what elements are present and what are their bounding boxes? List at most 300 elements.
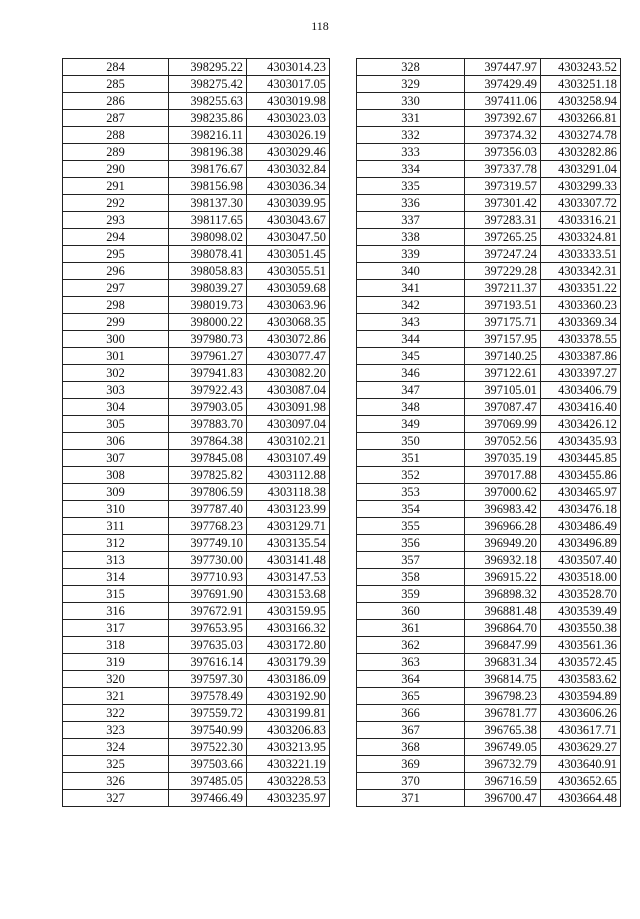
table-row bbox=[63, 382, 330, 399]
y-coordinate-cell: 4303029.46 bbox=[247, 144, 330, 161]
point-number-cell: 360 bbox=[357, 603, 465, 620]
table-row bbox=[357, 331, 621, 348]
table-row bbox=[357, 229, 621, 246]
point-number-cell: 290 bbox=[63, 161, 169, 178]
x-coordinate-cell: 397374.32 bbox=[465, 127, 541, 144]
point-number-cell: 297 bbox=[63, 280, 169, 297]
table-row bbox=[63, 586, 330, 603]
y-coordinate-cell: 4303455.86 bbox=[541, 467, 621, 484]
y-coordinate-cell: 4303077.47 bbox=[247, 348, 330, 365]
y-coordinate-cell: 4303640.91 bbox=[541, 756, 621, 773]
table-row bbox=[63, 365, 330, 382]
x-coordinate-cell: 396881.48 bbox=[465, 603, 541, 620]
point-number-cell: 370 bbox=[357, 773, 465, 790]
y-coordinate-cell: 4303652.65 bbox=[541, 773, 621, 790]
table-row bbox=[357, 416, 621, 433]
table-row bbox=[357, 212, 621, 229]
y-coordinate-cell: 4303316.21 bbox=[541, 212, 621, 229]
y-coordinate-cell: 4303387.86 bbox=[541, 348, 621, 365]
table-row bbox=[357, 399, 621, 416]
x-coordinate-cell: 396814.75 bbox=[465, 671, 541, 688]
x-coordinate-cell: 397653.95 bbox=[169, 620, 247, 637]
point-number-cell: 318 bbox=[63, 637, 169, 654]
table-row bbox=[63, 59, 330, 76]
y-coordinate-cell: 4303435.93 bbox=[541, 433, 621, 450]
x-coordinate-cell: 397768.23 bbox=[169, 518, 247, 535]
x-coordinate-cell: 398117.65 bbox=[169, 212, 247, 229]
table-row bbox=[357, 263, 621, 280]
point-number-cell: 352 bbox=[357, 467, 465, 484]
table-row bbox=[63, 467, 330, 484]
x-coordinate-cell: 396983.42 bbox=[465, 501, 541, 518]
point-number-cell: 291 bbox=[63, 178, 169, 195]
x-coordinate-cell: 397922.43 bbox=[169, 382, 247, 399]
point-number-cell: 334 bbox=[357, 161, 465, 178]
point-number-cell: 312 bbox=[63, 535, 169, 552]
table-row bbox=[63, 756, 330, 773]
table-row bbox=[63, 212, 330, 229]
y-coordinate-cell: 4303307.72 bbox=[541, 195, 621, 212]
x-coordinate-cell: 398000.22 bbox=[169, 314, 247, 331]
table-row bbox=[63, 161, 330, 178]
y-coordinate-cell: 4303199.81 bbox=[247, 705, 330, 722]
x-coordinate-cell: 397087.47 bbox=[465, 399, 541, 416]
table-row bbox=[357, 603, 621, 620]
table-row bbox=[357, 467, 621, 484]
table-row bbox=[63, 518, 330, 535]
y-coordinate-cell: 4303324.81 bbox=[541, 229, 621, 246]
x-coordinate-cell: 397503.66 bbox=[169, 756, 247, 773]
table-row bbox=[357, 144, 621, 161]
x-coordinate-cell: 397283.31 bbox=[465, 212, 541, 229]
table-row bbox=[63, 127, 330, 144]
table-row bbox=[357, 246, 621, 263]
y-coordinate-cell: 4303026.19 bbox=[247, 127, 330, 144]
y-coordinate-cell: 4303583.62 bbox=[541, 671, 621, 688]
x-coordinate-cell: 396847.99 bbox=[465, 637, 541, 654]
x-coordinate-cell: 397903.05 bbox=[169, 399, 247, 416]
point-number-cell: 353 bbox=[357, 484, 465, 501]
x-coordinate-cell: 397429.49 bbox=[465, 76, 541, 93]
x-coordinate-cell: 396716.59 bbox=[465, 773, 541, 790]
x-coordinate-cell: 397157.95 bbox=[465, 331, 541, 348]
point-number-cell: 319 bbox=[63, 654, 169, 671]
x-coordinate-cell: 397319.57 bbox=[465, 178, 541, 195]
table-row bbox=[63, 297, 330, 314]
y-coordinate-cell: 4303397.27 bbox=[541, 365, 621, 382]
point-number-cell: 335 bbox=[357, 178, 465, 195]
point-number-cell: 313 bbox=[63, 552, 169, 569]
point-number-cell: 339 bbox=[357, 246, 465, 263]
point-number-cell: 364 bbox=[357, 671, 465, 688]
y-coordinate-cell: 4303518.00 bbox=[541, 569, 621, 586]
point-number-cell: 305 bbox=[63, 416, 169, 433]
point-number-cell: 289 bbox=[63, 144, 169, 161]
x-coordinate-cell: 397301.42 bbox=[465, 195, 541, 212]
x-coordinate-cell: 397411.06 bbox=[465, 93, 541, 110]
table-row bbox=[357, 790, 621, 807]
table-row bbox=[63, 331, 330, 348]
table-row bbox=[357, 620, 621, 637]
point-number-cell: 347 bbox=[357, 382, 465, 399]
y-coordinate-cell: 4303186.09 bbox=[247, 671, 330, 688]
x-coordinate-cell: 396949.20 bbox=[465, 535, 541, 552]
y-coordinate-cell: 4303378.55 bbox=[541, 331, 621, 348]
point-number-cell: 325 bbox=[63, 756, 169, 773]
table-row bbox=[357, 705, 621, 722]
x-coordinate-cell: 397522.30 bbox=[169, 739, 247, 756]
point-number-cell: 306 bbox=[63, 433, 169, 450]
point-number-cell: 346 bbox=[357, 365, 465, 382]
point-number-cell: 303 bbox=[63, 382, 169, 399]
x-coordinate-cell: 397017.88 bbox=[465, 467, 541, 484]
table-row bbox=[357, 773, 621, 790]
point-number-cell: 326 bbox=[63, 773, 169, 790]
x-coordinate-cell: 397247.24 bbox=[465, 246, 541, 263]
table-row bbox=[63, 280, 330, 297]
point-number-cell: 337 bbox=[357, 212, 465, 229]
y-coordinate-cell: 4303465.97 bbox=[541, 484, 621, 501]
x-coordinate-cell: 398196.38 bbox=[169, 144, 247, 161]
point-number-cell: 341 bbox=[357, 280, 465, 297]
y-coordinate-cell: 4303039.95 bbox=[247, 195, 330, 212]
y-coordinate-cell: 4303561.36 bbox=[541, 637, 621, 654]
y-coordinate-cell: 4303153.68 bbox=[247, 586, 330, 603]
y-coordinate-cell: 4303192.90 bbox=[247, 688, 330, 705]
x-coordinate-cell: 397122.61 bbox=[465, 365, 541, 382]
x-coordinate-cell: 397691.90 bbox=[169, 586, 247, 603]
x-coordinate-cell: 397211.37 bbox=[465, 280, 541, 297]
x-coordinate-cell: 397710.93 bbox=[169, 569, 247, 586]
table-row bbox=[357, 484, 621, 501]
x-coordinate-cell: 397392.67 bbox=[465, 110, 541, 127]
point-number-cell: 288 bbox=[63, 127, 169, 144]
point-number-cell: 361 bbox=[357, 620, 465, 637]
y-coordinate-cell: 4303159.95 bbox=[247, 603, 330, 620]
table-row bbox=[357, 518, 621, 535]
point-number-cell: 298 bbox=[63, 297, 169, 314]
y-coordinate-cell: 4303266.81 bbox=[541, 110, 621, 127]
table-row bbox=[63, 535, 330, 552]
page-number: 118 bbox=[311, 19, 329, 33]
point-number-cell: 286 bbox=[63, 93, 169, 110]
x-coordinate-cell: 398275.42 bbox=[169, 76, 247, 93]
point-number-cell: 295 bbox=[63, 246, 169, 263]
table-row bbox=[63, 654, 330, 671]
table-row bbox=[357, 654, 621, 671]
table-row bbox=[63, 603, 330, 620]
point-number-cell: 359 bbox=[357, 586, 465, 603]
point-number-cell: 321 bbox=[63, 688, 169, 705]
y-coordinate-cell: 4303342.31 bbox=[541, 263, 621, 280]
table-row bbox=[357, 535, 621, 552]
x-coordinate-cell: 397941.83 bbox=[169, 365, 247, 382]
y-coordinate-cell: 4303068.35 bbox=[247, 314, 330, 331]
point-number-cell: 316 bbox=[63, 603, 169, 620]
point-number-cell: 350 bbox=[357, 433, 465, 450]
x-coordinate-cell: 398058.83 bbox=[169, 263, 247, 280]
point-number-cell: 323 bbox=[63, 722, 169, 739]
x-coordinate-cell: 397447.97 bbox=[465, 59, 541, 76]
x-coordinate-cell: 397069.99 bbox=[465, 416, 541, 433]
table-row bbox=[357, 110, 621, 127]
y-coordinate-cell: 4303059.68 bbox=[247, 280, 330, 297]
point-number-cell: 332 bbox=[357, 127, 465, 144]
y-coordinate-cell: 4303102.21 bbox=[247, 433, 330, 450]
table-row bbox=[357, 127, 621, 144]
point-number-cell: 299 bbox=[63, 314, 169, 331]
table-row bbox=[357, 314, 621, 331]
y-coordinate-cell: 4303141.48 bbox=[247, 552, 330, 569]
point-number-cell: 304 bbox=[63, 399, 169, 416]
x-coordinate-cell: 398295.22 bbox=[169, 59, 247, 76]
y-coordinate-cell: 4303118.38 bbox=[247, 484, 330, 501]
point-number-cell: 343 bbox=[357, 314, 465, 331]
x-coordinate-cell: 397730.00 bbox=[169, 552, 247, 569]
y-coordinate-cell: 4303091.98 bbox=[247, 399, 330, 416]
point-number-cell: 300 bbox=[63, 331, 169, 348]
table-row bbox=[357, 178, 621, 195]
point-number-cell: 355 bbox=[357, 518, 465, 535]
x-coordinate-cell: 397980.73 bbox=[169, 331, 247, 348]
y-coordinate-cell: 4303063.96 bbox=[247, 297, 330, 314]
point-number-cell: 349 bbox=[357, 416, 465, 433]
table-row bbox=[357, 688, 621, 705]
x-coordinate-cell: 398098.02 bbox=[169, 229, 247, 246]
y-coordinate-cell: 4303206.83 bbox=[247, 722, 330, 739]
table-row bbox=[63, 773, 330, 790]
point-number-cell: 320 bbox=[63, 671, 169, 688]
x-coordinate-cell: 396915.22 bbox=[465, 569, 541, 586]
x-coordinate-cell: 397883.70 bbox=[169, 416, 247, 433]
y-coordinate-cell: 4303072.86 bbox=[247, 331, 330, 348]
table-row bbox=[63, 76, 330, 93]
table-row bbox=[63, 739, 330, 756]
x-coordinate-cell: 397229.28 bbox=[465, 263, 541, 280]
table-row bbox=[63, 620, 330, 637]
table-row bbox=[63, 569, 330, 586]
y-coordinate-cell: 4303507.40 bbox=[541, 552, 621, 569]
x-coordinate-cell: 398216.11 bbox=[169, 127, 247, 144]
x-coordinate-cell: 397337.78 bbox=[465, 161, 541, 178]
y-coordinate-cell: 4303228.53 bbox=[247, 773, 330, 790]
x-coordinate-cell: 397616.14 bbox=[169, 654, 247, 671]
table-row bbox=[63, 705, 330, 722]
y-coordinate-cell: 4303539.49 bbox=[541, 603, 621, 620]
table-row bbox=[357, 637, 621, 654]
x-coordinate-cell: 397193.51 bbox=[465, 297, 541, 314]
point-number-cell: 369 bbox=[357, 756, 465, 773]
table-row bbox=[357, 382, 621, 399]
x-coordinate-cell: 397845.08 bbox=[169, 450, 247, 467]
y-coordinate-cell: 4303112.88 bbox=[247, 467, 330, 484]
x-coordinate-cell: 396781.77 bbox=[465, 705, 541, 722]
y-coordinate-cell: 4303333.51 bbox=[541, 246, 621, 263]
y-coordinate-cell: 4303291.04 bbox=[541, 161, 621, 178]
x-coordinate-cell: 398039.27 bbox=[169, 280, 247, 297]
point-number-cell: 324 bbox=[63, 739, 169, 756]
point-number-cell: 331 bbox=[357, 110, 465, 127]
y-coordinate-cell: 4303282.86 bbox=[541, 144, 621, 161]
point-number-cell: 365 bbox=[357, 688, 465, 705]
x-coordinate-cell: 398156.98 bbox=[169, 178, 247, 195]
table-row bbox=[63, 399, 330, 416]
y-coordinate-cell: 4303426.12 bbox=[541, 416, 621, 433]
table-row bbox=[357, 195, 621, 212]
y-coordinate-cell: 4303243.52 bbox=[541, 59, 621, 76]
x-coordinate-cell: 397825.82 bbox=[169, 467, 247, 484]
point-number-cell: 348 bbox=[357, 399, 465, 416]
point-number-cell: 368 bbox=[357, 739, 465, 756]
x-coordinate-cell: 396765.38 bbox=[465, 722, 541, 739]
y-coordinate-cell: 4303299.33 bbox=[541, 178, 621, 195]
x-coordinate-cell: 397140.25 bbox=[465, 348, 541, 365]
table-row bbox=[357, 59, 621, 76]
table-row bbox=[63, 433, 330, 450]
x-coordinate-cell: 397466.49 bbox=[169, 790, 247, 807]
y-coordinate-cell: 4303351.22 bbox=[541, 280, 621, 297]
point-number-cell: 284 bbox=[63, 59, 169, 76]
point-number-cell: 340 bbox=[357, 263, 465, 280]
table-row bbox=[63, 637, 330, 654]
x-coordinate-cell: 398078.41 bbox=[169, 246, 247, 263]
y-coordinate-cell: 4303023.03 bbox=[247, 110, 330, 127]
coordinates-table-right bbox=[356, 58, 621, 807]
point-number-cell: 302 bbox=[63, 365, 169, 382]
table-row bbox=[63, 195, 330, 212]
y-coordinate-cell: 4303594.89 bbox=[541, 688, 621, 705]
point-number-cell: 287 bbox=[63, 110, 169, 127]
point-number-cell: 344 bbox=[357, 331, 465, 348]
table-row bbox=[63, 93, 330, 110]
point-number-cell: 293 bbox=[63, 212, 169, 229]
table-row bbox=[357, 348, 621, 365]
y-coordinate-cell: 4303082.20 bbox=[247, 365, 330, 382]
x-coordinate-cell: 397672.91 bbox=[169, 603, 247, 620]
x-coordinate-cell: 397864.38 bbox=[169, 433, 247, 450]
table-row bbox=[63, 263, 330, 280]
table-row bbox=[357, 76, 621, 93]
table-row bbox=[357, 501, 621, 518]
y-coordinate-cell: 4303496.89 bbox=[541, 535, 621, 552]
point-number-cell: 315 bbox=[63, 586, 169, 603]
x-coordinate-cell: 398137.30 bbox=[169, 195, 247, 212]
point-number-cell: 336 bbox=[357, 195, 465, 212]
x-coordinate-cell: 398235.86 bbox=[169, 110, 247, 127]
point-number-cell: 328 bbox=[357, 59, 465, 76]
y-coordinate-cell: 4303055.51 bbox=[247, 263, 330, 280]
x-coordinate-cell: 396932.18 bbox=[465, 552, 541, 569]
table-row bbox=[63, 688, 330, 705]
point-number-cell: 338 bbox=[357, 229, 465, 246]
table-row bbox=[357, 569, 621, 586]
y-coordinate-cell: 4303172.80 bbox=[247, 637, 330, 654]
x-coordinate-cell: 396700.47 bbox=[465, 790, 541, 807]
x-coordinate-cell: 397749.10 bbox=[169, 535, 247, 552]
x-coordinate-cell: 397035.19 bbox=[465, 450, 541, 467]
point-number-cell: 345 bbox=[357, 348, 465, 365]
x-coordinate-cell: 396732.79 bbox=[465, 756, 541, 773]
x-coordinate-cell: 398176.67 bbox=[169, 161, 247, 178]
point-number-cell: 309 bbox=[63, 484, 169, 501]
point-number-cell: 314 bbox=[63, 569, 169, 586]
table-row bbox=[357, 433, 621, 450]
x-coordinate-cell: 396864.70 bbox=[465, 620, 541, 637]
y-coordinate-cell: 4303369.34 bbox=[541, 314, 621, 331]
table-row bbox=[63, 484, 330, 501]
y-coordinate-cell: 4303014.23 bbox=[247, 59, 330, 76]
table-row bbox=[357, 671, 621, 688]
y-coordinate-cell: 4303051.45 bbox=[247, 246, 330, 263]
y-coordinate-cell: 4303235.97 bbox=[247, 790, 330, 807]
y-coordinate-cell: 4303416.40 bbox=[541, 399, 621, 416]
point-number-cell: 357 bbox=[357, 552, 465, 569]
point-number-cell: 342 bbox=[357, 297, 465, 314]
y-coordinate-cell: 4303406.79 bbox=[541, 382, 621, 399]
point-number-cell: 354 bbox=[357, 501, 465, 518]
x-coordinate-cell: 396798.23 bbox=[465, 688, 541, 705]
point-number-cell: 330 bbox=[357, 93, 465, 110]
y-coordinate-cell: 4303274.78 bbox=[541, 127, 621, 144]
point-number-cell: 294 bbox=[63, 229, 169, 246]
x-coordinate-cell: 397578.49 bbox=[169, 688, 247, 705]
point-number-cell: 322 bbox=[63, 705, 169, 722]
x-coordinate-cell: 397806.59 bbox=[169, 484, 247, 501]
x-coordinate-cell: 397787.40 bbox=[169, 501, 247, 518]
x-coordinate-cell: 397559.72 bbox=[169, 705, 247, 722]
x-coordinate-cell: 397000.62 bbox=[465, 484, 541, 501]
point-number-cell: 362 bbox=[357, 637, 465, 654]
y-coordinate-cell: 4303221.19 bbox=[247, 756, 330, 773]
x-coordinate-cell: 397356.03 bbox=[465, 144, 541, 161]
point-number-cell: 307 bbox=[63, 450, 169, 467]
point-number-cell: 367 bbox=[357, 722, 465, 739]
x-coordinate-cell: 396831.34 bbox=[465, 654, 541, 671]
y-coordinate-cell: 4303036.34 bbox=[247, 178, 330, 195]
x-coordinate-cell: 397175.71 bbox=[465, 314, 541, 331]
y-coordinate-cell: 4303606.26 bbox=[541, 705, 621, 722]
x-coordinate-cell: 397597.30 bbox=[169, 671, 247, 688]
x-coordinate-cell: 397961.27 bbox=[169, 348, 247, 365]
point-number-cell: 371 bbox=[357, 790, 465, 807]
point-number-cell: 317 bbox=[63, 620, 169, 637]
x-coordinate-cell: 398019.73 bbox=[169, 297, 247, 314]
table-row bbox=[357, 93, 621, 110]
point-number-cell: 363 bbox=[357, 654, 465, 671]
x-coordinate-cell: 397265.25 bbox=[465, 229, 541, 246]
y-coordinate-cell: 4303617.71 bbox=[541, 722, 621, 739]
y-coordinate-cell: 4303129.71 bbox=[247, 518, 330, 535]
table-row bbox=[63, 178, 330, 195]
table-row bbox=[63, 144, 330, 161]
x-coordinate-cell: 397485.05 bbox=[169, 773, 247, 790]
table-row bbox=[63, 790, 330, 807]
point-number-cell: 285 bbox=[63, 76, 169, 93]
y-coordinate-cell: 4303572.45 bbox=[541, 654, 621, 671]
table-row bbox=[63, 110, 330, 127]
table-row bbox=[63, 671, 330, 688]
y-coordinate-cell: 4303664.48 bbox=[541, 790, 621, 807]
table-row bbox=[63, 416, 330, 433]
y-coordinate-cell: 4303135.54 bbox=[247, 535, 330, 552]
table-row bbox=[63, 246, 330, 263]
table-row bbox=[63, 314, 330, 331]
x-coordinate-cell: 396966.28 bbox=[465, 518, 541, 535]
table-row bbox=[357, 586, 621, 603]
coordinates-table-left bbox=[62, 58, 330, 807]
y-coordinate-cell: 4303550.38 bbox=[541, 620, 621, 637]
table-row bbox=[63, 450, 330, 467]
